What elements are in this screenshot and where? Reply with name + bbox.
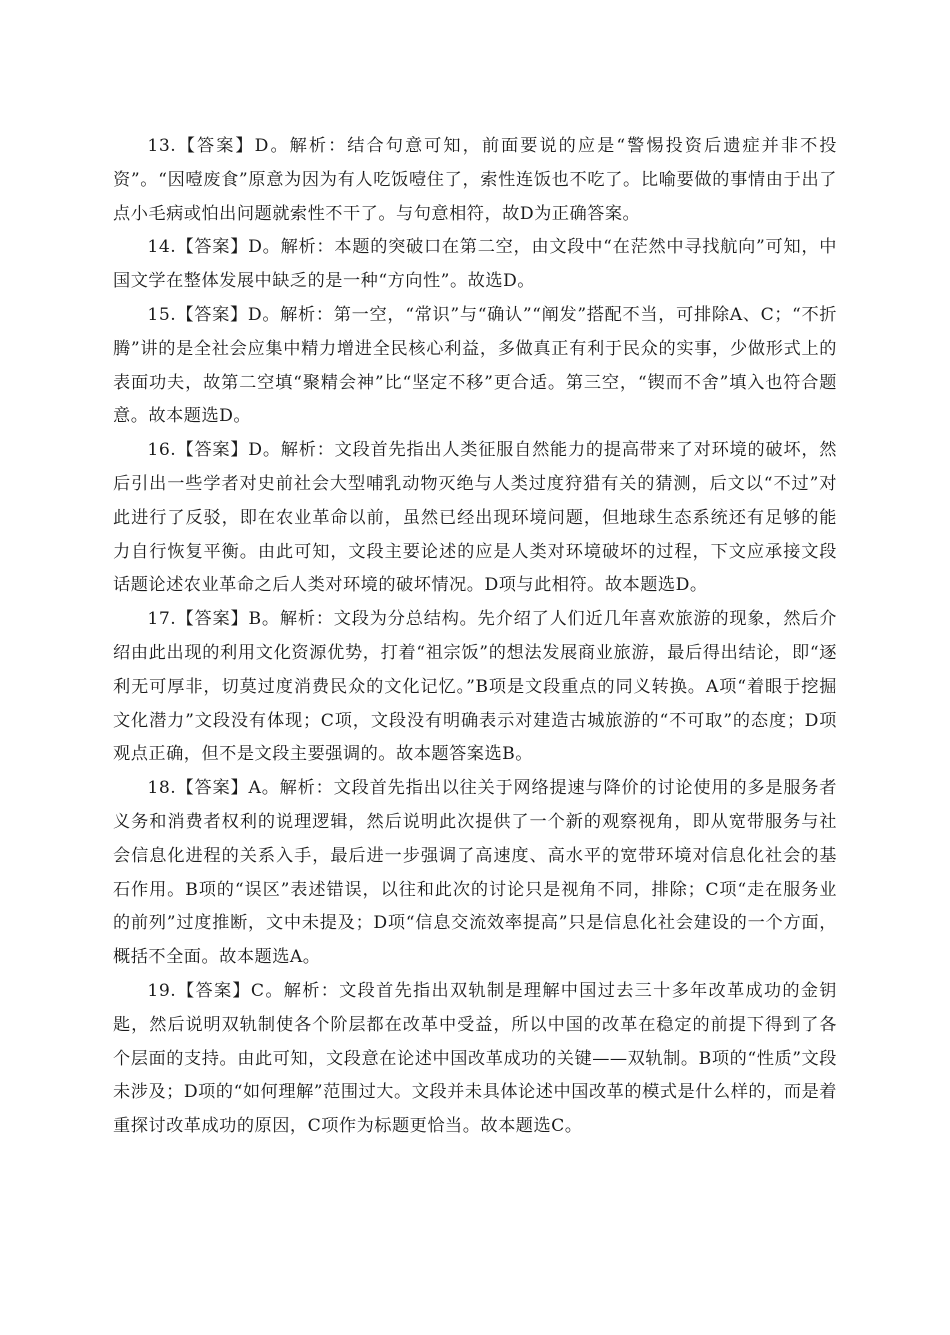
answer-tag: 【答案】 — [176, 609, 249, 630]
answer-tag: 【答案】 — [176, 980, 251, 1001]
question-number: 13. — [147, 136, 177, 156]
explanation-text: D。解析：第一空，“常识”与“确认”“阐发”搭配不当，可排除A、C；“不折腾”讲的是全社会应集中精力增进全民核心利益，多做真正有利于民众的实事，少做形式上的表面功夫，故第二空填“聚精会神”比“坚定不移”更合适。第三空，“锲而不舍”填入也符合题意。故本题选D。 — [113, 304, 837, 427]
explanation-text: D。解析：结合句意可知，前面要说的应是“警惕投资后遗症并非不投资”。“因噎废食”原意为因为有人吃饭噎住了，索性连饭也不吃了。比喻要做的事情由于出了点小毛病或怕出问题就索性不干了。与句意相符，故D为正确答案。 — [113, 136, 837, 224]
question-number: 17. — [147, 609, 177, 630]
answer-explanations — [113, 130, 837, 1144]
answer-entry-15 — [113, 299, 837, 434]
explanation-text: A。解析：文段首先指出以往关于网络提速与降价的讨论使用的多是服务者义务和消费者权利的说理逻辑，然后说明此次提供了一个新的观察视角，即从宽带服务与社会信息化进程的关系入手，最后进一步强调了高速度、高水平的宽带环境对信息化社会的基石作用。B项的“误区”表述错误，以往和此次的讨论只是视角不同，排除；C项“走在服务业的前列”过度推断，文中未提及；D项“信息交流效率提高”只是信息化社会建设的一个方面，概括不全面。故本题选A。 — [113, 778, 837, 968]
explanation-text: D。解析：本题的突破口在第二空，由文段中“在茫然中寻找航向”可知，中国文学在整体发展中缺乏的是一种“方向性”。故选D。 — [113, 237, 837, 292]
answer-tag: 【答案】 — [176, 440, 249, 461]
answer-tag: 【答案】 — [176, 304, 248, 325]
answer-entry-14 — [113, 231, 837, 299]
answer-entry-19 — [113, 975, 837, 1144]
answer-tag: 【答案】 — [176, 778, 249, 799]
question-number: 16. — [147, 440, 177, 461]
question-number: 19. — [147, 980, 177, 1001]
question-number: 18. — [147, 778, 177, 799]
question-number: 15. — [147, 304, 177, 325]
explanation-text: C。解析：文段首先指出双轨制是理解中国过去三十多年改革成功的金钥匙，然后说明双轨制使各个阶层都在改革中受益，所以中国的改革在稳定的前提下得到了各个层面的支持。由此可知，文段意在论述中国改革成功的关键——双轨制。B项的“性质”文段未涉及；D项的“如何理解”范围过大。文段并未具体论述中国改革的模式是什么样的，而是着重探讨改革成功的原因，C项作为标题更恰当。故本题选C。 — [113, 980, 837, 1137]
answer-entry-16 — [113, 434, 837, 603]
answer-tag: 【答案】 — [176, 136, 255, 156]
answer-tag: 【答案】 — [176, 237, 249, 258]
answer-entry-17 — [113, 603, 837, 772]
explanation-text: B。解析：文段为分总结构。先介绍了人们近几年喜欢旅游的现象，然后介绍由此出现的利用文化资源优势，打着“祖宗饭”的想法发展商业旅游，最后得出结论，即“逐利无可厚非，切莫过度消费民众的文化记忆。”B项是文段重点的同义转换。A项“着眼于挖掘文化潜力”文段没有体现；C项，文段没有明确表示对建造古城旅游的“不可取”的态度；D项观点正确，但不是文段主要强调的。故本题答案选B。 — [113, 609, 837, 765]
answer-entry-13 — [113, 130, 837, 231]
explanation-text: D。解析：文段首先指出人类征服自然能力的提高带来了对环境的破坏，然后引出一些学者对史前社会大型哺乳动物灭绝与人类过度狩猎有关的猜测，后文以“不过”对此进行了反驳，即在农业革命以前，虽然已经出现环境问题，但地球生态系统还有足够的能力自行恢复平衡。由此可知，文段主要论述的应是人类对环境破坏的过程，下文应承接文段话题论述农业革命之后人类对环境的破坏情况。D项与此相符。故本题选D。 — [113, 440, 837, 596]
question-number: 14. — [147, 237, 177, 258]
answer-entry-18 — [113, 772, 837, 975]
